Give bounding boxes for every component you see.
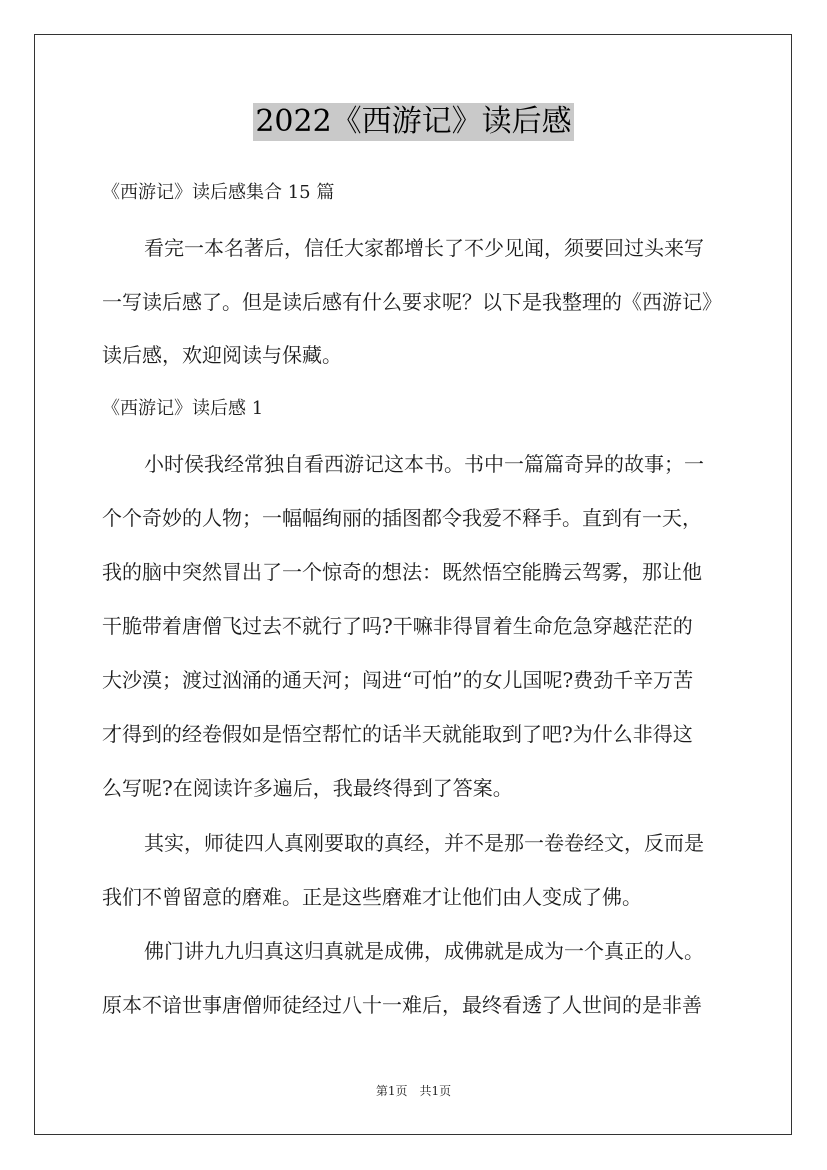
paragraph-line: 小时侯我经常独自看西游记这本书。书中一篇篇奇异的故事；一	[144, 452, 704, 476]
paragraph-line: 干脆带着唐僧飞过去不就行了吗?干嘛非得冒着生命危急穿越茫茫的	[102, 614, 693, 638]
paragraph-line: 个个奇妙的人物；一幅幅绚丽的插图都令我爱不释手。直到有一天，	[102, 506, 702, 530]
paragraph-line: 其实，师徒四人真刚要取的真经，并不是那一卷卷经文，反而是	[144, 831, 704, 855]
intro-line: 看完一本名著后，信任大家都增长了不少见闻，须要回过头来写	[144, 236, 704, 260]
paragraph-line: 大沙漠；渡过汹涌的通天河；闯进“可怕”的女儿国呢?费劲千辛万苦	[102, 668, 694, 692]
document-subtitle: 《西游记》读后感集合 15 篇	[102, 182, 335, 203]
intro-line: 一写读后感了。但是读后感有什么要求呢？以下是我整理的《西游记》	[102, 290, 722, 314]
paragraph-line: 么写呢?在阅读许多遍后，我最终得到了答案。	[102, 776, 513, 800]
paragraph-line: 才得到的经卷假如是悟空帮忙的话半天就能取到了吧?为什么非得这	[102, 722, 693, 746]
paragraph-line: 我的脑中突然冒出了一个惊奇的想法：既然悟空能腾云驾雾，那让他	[102, 560, 702, 584]
paragraph-line: 佛门讲九九归真这归真就是成佛，成佛就是成为一个真正的人。	[144, 939, 704, 963]
title-wrapper	[0, 103, 827, 141]
paragraph-line: 原本不谙世事唐僧师徒经过八十一难后，最终看透了人世间的是非善	[102, 993, 702, 1017]
intro-line: 读后感，欢迎阅读与保藏。	[102, 343, 342, 367]
paragraph-line: 我们不曾留意的磨难。正是这些磨难才让他们由人变成了佛。	[102, 885, 642, 909]
section-heading: 《西游记》读后感 1	[102, 398, 264, 419]
document-title: 2022《西游记》读后感	[255, 104, 572, 139]
page-footer: 第1页 共1页	[375, 1084, 452, 1098]
